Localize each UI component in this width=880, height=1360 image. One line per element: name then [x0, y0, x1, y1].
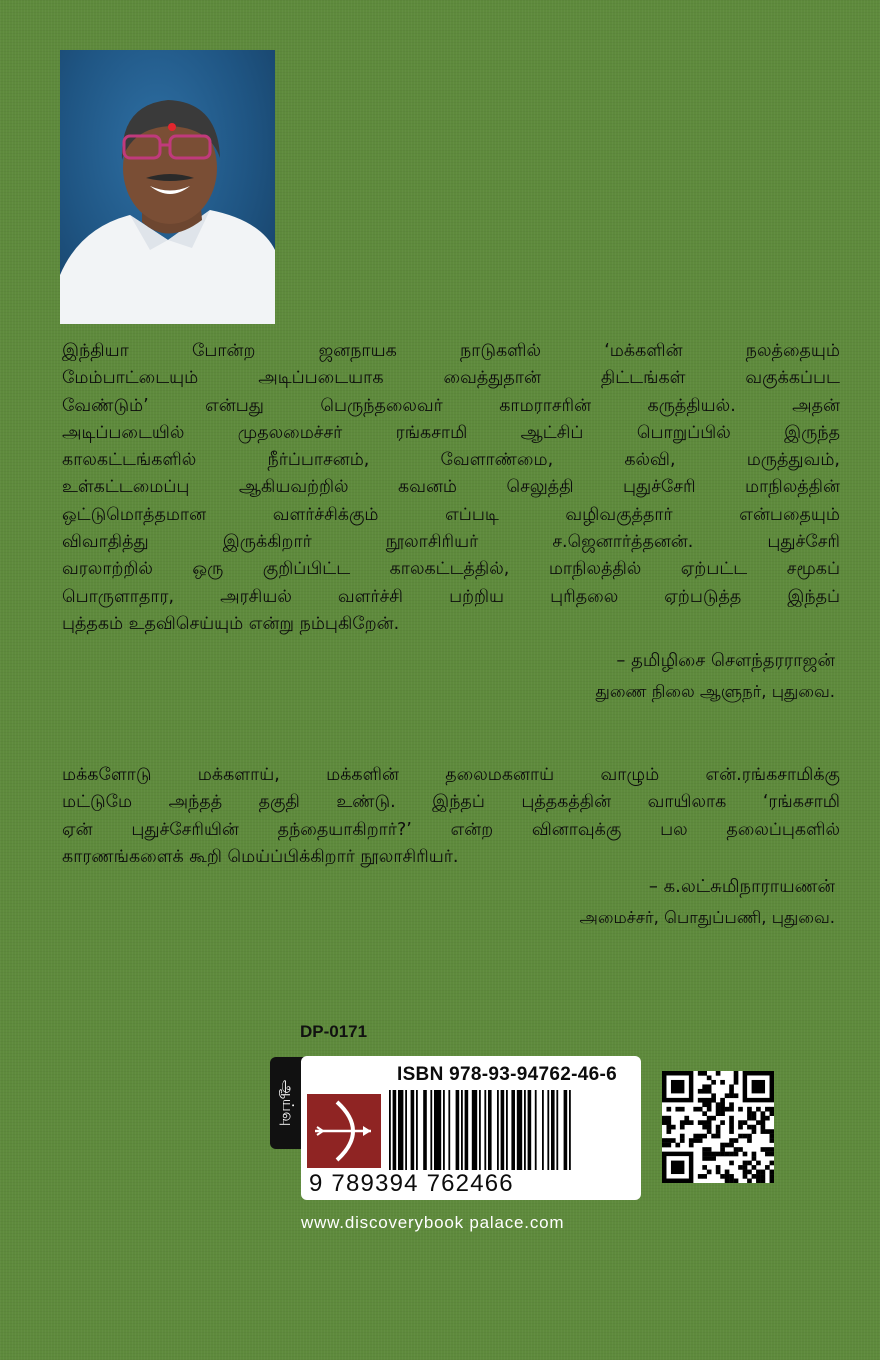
blurb-line: மக்களோடு மக்களாய், மக்களின் தலைமகனாய் வாழும் என்.ரங்கசாமிக்கு	[62, 765, 840, 785]
blurb-second	[62, 762, 840, 871]
blurb-line: புத்தகம் உதவிசெய்யும் என்று நம்புகிறேன்.	[62, 613, 400, 634]
blurb-line: வரலாற்றில் ஒரு குறிப்பிட்ட காலகட்டத்தில், மாநிலத்தில் ஏற்பட்ட சமூகப்	[62, 559, 840, 580]
blurb-line: உள்கட்டமைப்பு ஆகியவற்றில் கவனம் செலுத்தி புதுச்சேரி மாநிலத்தின்	[62, 477, 840, 498]
barcode-digits: 9 789394 762466	[309, 1170, 514, 1197]
blurb-line: இந்தியா போன்ற ஜனநாயக நாடுகளில் ‘மக்களின் நலத்தையும்	[62, 341, 840, 361]
author-photo	[60, 50, 275, 324]
qr-code-icon	[662, 1071, 774, 1183]
publisher-logo-icon	[307, 1094, 381, 1168]
barcode-bars	[387, 1090, 633, 1170]
signature-name: – தமிழிசை சௌந்தரராஜன்	[616, 650, 835, 671]
blurb-line: மேம்பாட்டையும் அடிப்படையாக வைத்துதான் திட்டங்கள் வகுக்கப்பட	[62, 368, 840, 389]
blurb-line: அடிப்படையில் முதலமைச்சர் ரங்கசாமி ஆட்சிப் பொறுப்பில் இருந்த	[62, 422, 840, 443]
blurb-line: ஒட்டுமொத்தமான வளர்ச்சிக்கும் எப்படி வழிவகுத்தார் என்பதையும்	[62, 504, 840, 525]
blurb-line: விவாதித்து இருக்கிறார் நூலாசிரியர் ச.ஜெனார்த்தனன். புதுச்சேரி	[62, 532, 840, 553]
signature-role: அமைச்சர், பொதுப்பணி, புதுவை.	[579, 908, 835, 927]
barcode-block	[301, 1056, 641, 1200]
blurb-line: ஏன் புதுச்சேரியின் தந்தையாகிறார்?’ என்ற வினாவுக்கு பல தலைப்புகளில்	[62, 819, 840, 840]
isbn-label: ISBN 978-93-94762-46-6	[397, 1064, 617, 1085]
blurb-line: காரணங்களைக் கூறி மெய்ப்பிக்கிறார் நூலாசிரியர்.	[62, 846, 459, 867]
blurb-line: பொருளாதார, அரசியல் வளர்ச்சி பற்றிய புரிதலை ஏற்படுத்த இந்தப்	[62, 586, 840, 607]
signature-role: துணை நிலை ஆளுநர், புதுவை.	[595, 682, 835, 701]
catalog-code: DP-0171	[300, 1022, 368, 1041]
blurb-line: காலகட்டங்களில் நீர்ப்பாசனம், வேளாண்மை, கல்வி, மருத்துவம்,	[62, 450, 840, 471]
website-url: www.discoverybook palace.com	[301, 1213, 565, 1232]
blurb-line: வேண்டும்’ என்பது பெருந்தலைவர் காமராசரின் கருத்தியல். அதன்	[62, 395, 840, 416]
genre-label: ஆய்வு	[279, 1079, 297, 1127]
signature-name: – க.லட்சுமிநாராயணன்	[648, 876, 835, 897]
blurb-first	[62, 338, 840, 638]
genre-tab	[270, 1057, 304, 1149]
blurb-line: மட்டுமே அந்தத் தகுதி உண்டு. இந்தப் புத்தகத்தின் வாயிலாக ‘ரங்கசாமி	[62, 792, 840, 813]
